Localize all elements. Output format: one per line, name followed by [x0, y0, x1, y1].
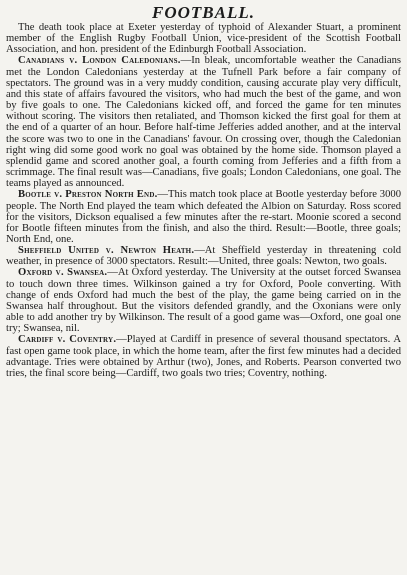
- paragraph-lead: Bootle v. Preston North End.: [18, 189, 158, 201]
- article-paragraph: [6, 189, 401, 245]
- article-paragraph: [6, 22, 401, 55]
- article-paragraph: [6, 267, 401, 334]
- paragraph-text: —In bleak, uncomfortable weather the Canadians met the London Caledonians yesterday at the Tufnell Park before a fair company of spectators. The ground was in a very muddy condition, causing accurate play very difficult, and this state of affairs favoured the visitors, who had much the best of the game, and won by five goals to one. The Caledonians kicked off, and forced the game for ten minutes without scoring. The visitors then retaliated, and Thomson kicked the first goal for them at the end of a quarter of an hour. Before half-time Jefferies added another, and at the interval the score was two to one in the Canadians' favour. On crossing over, though the Caledonian right wing did some good work no goal was obtained by the home side. Thomson played a splendid game and scored another goal, a fourth coming from Jefferies and a fifth from a scrimmage. The final result was—Canadians, five goals; London Caledonians, one goal. The teams played as announced.: [6, 55, 401, 190]
- paragraph-lead: Sheffield United v. Newton Heath.: [18, 245, 195, 257]
- paragraph-lead: Oxford v. Swansea.: [18, 267, 108, 279]
- paragraph-lead: Canadians v. London Caledonians.: [18, 55, 181, 67]
- paragraph-text: The death took place at Exeter yesterday of typhoid of Alexander Stuart, a prominent member of the English Rugby Football Union, vice-president of the Scottish Football Association, and hon. president of the Edinburgh Football Association.: [6, 22, 401, 56]
- article-heading: FOOTBALL.: [152, 3, 255, 22]
- paragraph-lead: Cardiff v. Coventry.: [18, 334, 117, 346]
- article-paragraph: [6, 55, 401, 189]
- article-body: [6, 22, 401, 379]
- paragraph-text: —At Oxford yesterday. The University at the outset forced Swansea to touch down three times. Wilkinson gained a try for Oxford, Poole converting. With change of ends Oxford had much the best of the play, the game being carried on in the Swansea half throughout. But the visitors defended grandly, and the Oxonians were only able to add another try by Wilkinson. The result of a good game was—Oxford, one goal one try; Swansea, nil.: [6, 267, 402, 335]
- article-paragraph: [6, 245, 401, 267]
- article-paragraph: [6, 334, 401, 379]
- paragraph-text: —Played at Cardiff in presence of several thousand spectators. A fast open game took place, in which the home team, after the first few minutes had a decided advantage. Tries were obtained by Arthur (two), Jones, and Roberts. Pearson converted two tries, the final score being—Cardiff, two goals two tries; Coventry, nothing.: [6, 334, 401, 379]
- paragraph-text: —This match took place at Bootle yesterday before 3000 people. The North End played the team which defeated the Albion on Saturday. Ross scored for the visitors, Dickson equalised a few minutes after the re-start. Moonie scored a second for Bootle fifteen minutes from the finish, and also the third. Result:—Bootle, three goals; North End, one.: [6, 189, 401, 245]
- paragraph-text: —At Sheffield yesterday in threatening cold weather, in presence of 3000 spectators. Result:—United, three goals: Newton, two goals.: [6, 245, 401, 268]
